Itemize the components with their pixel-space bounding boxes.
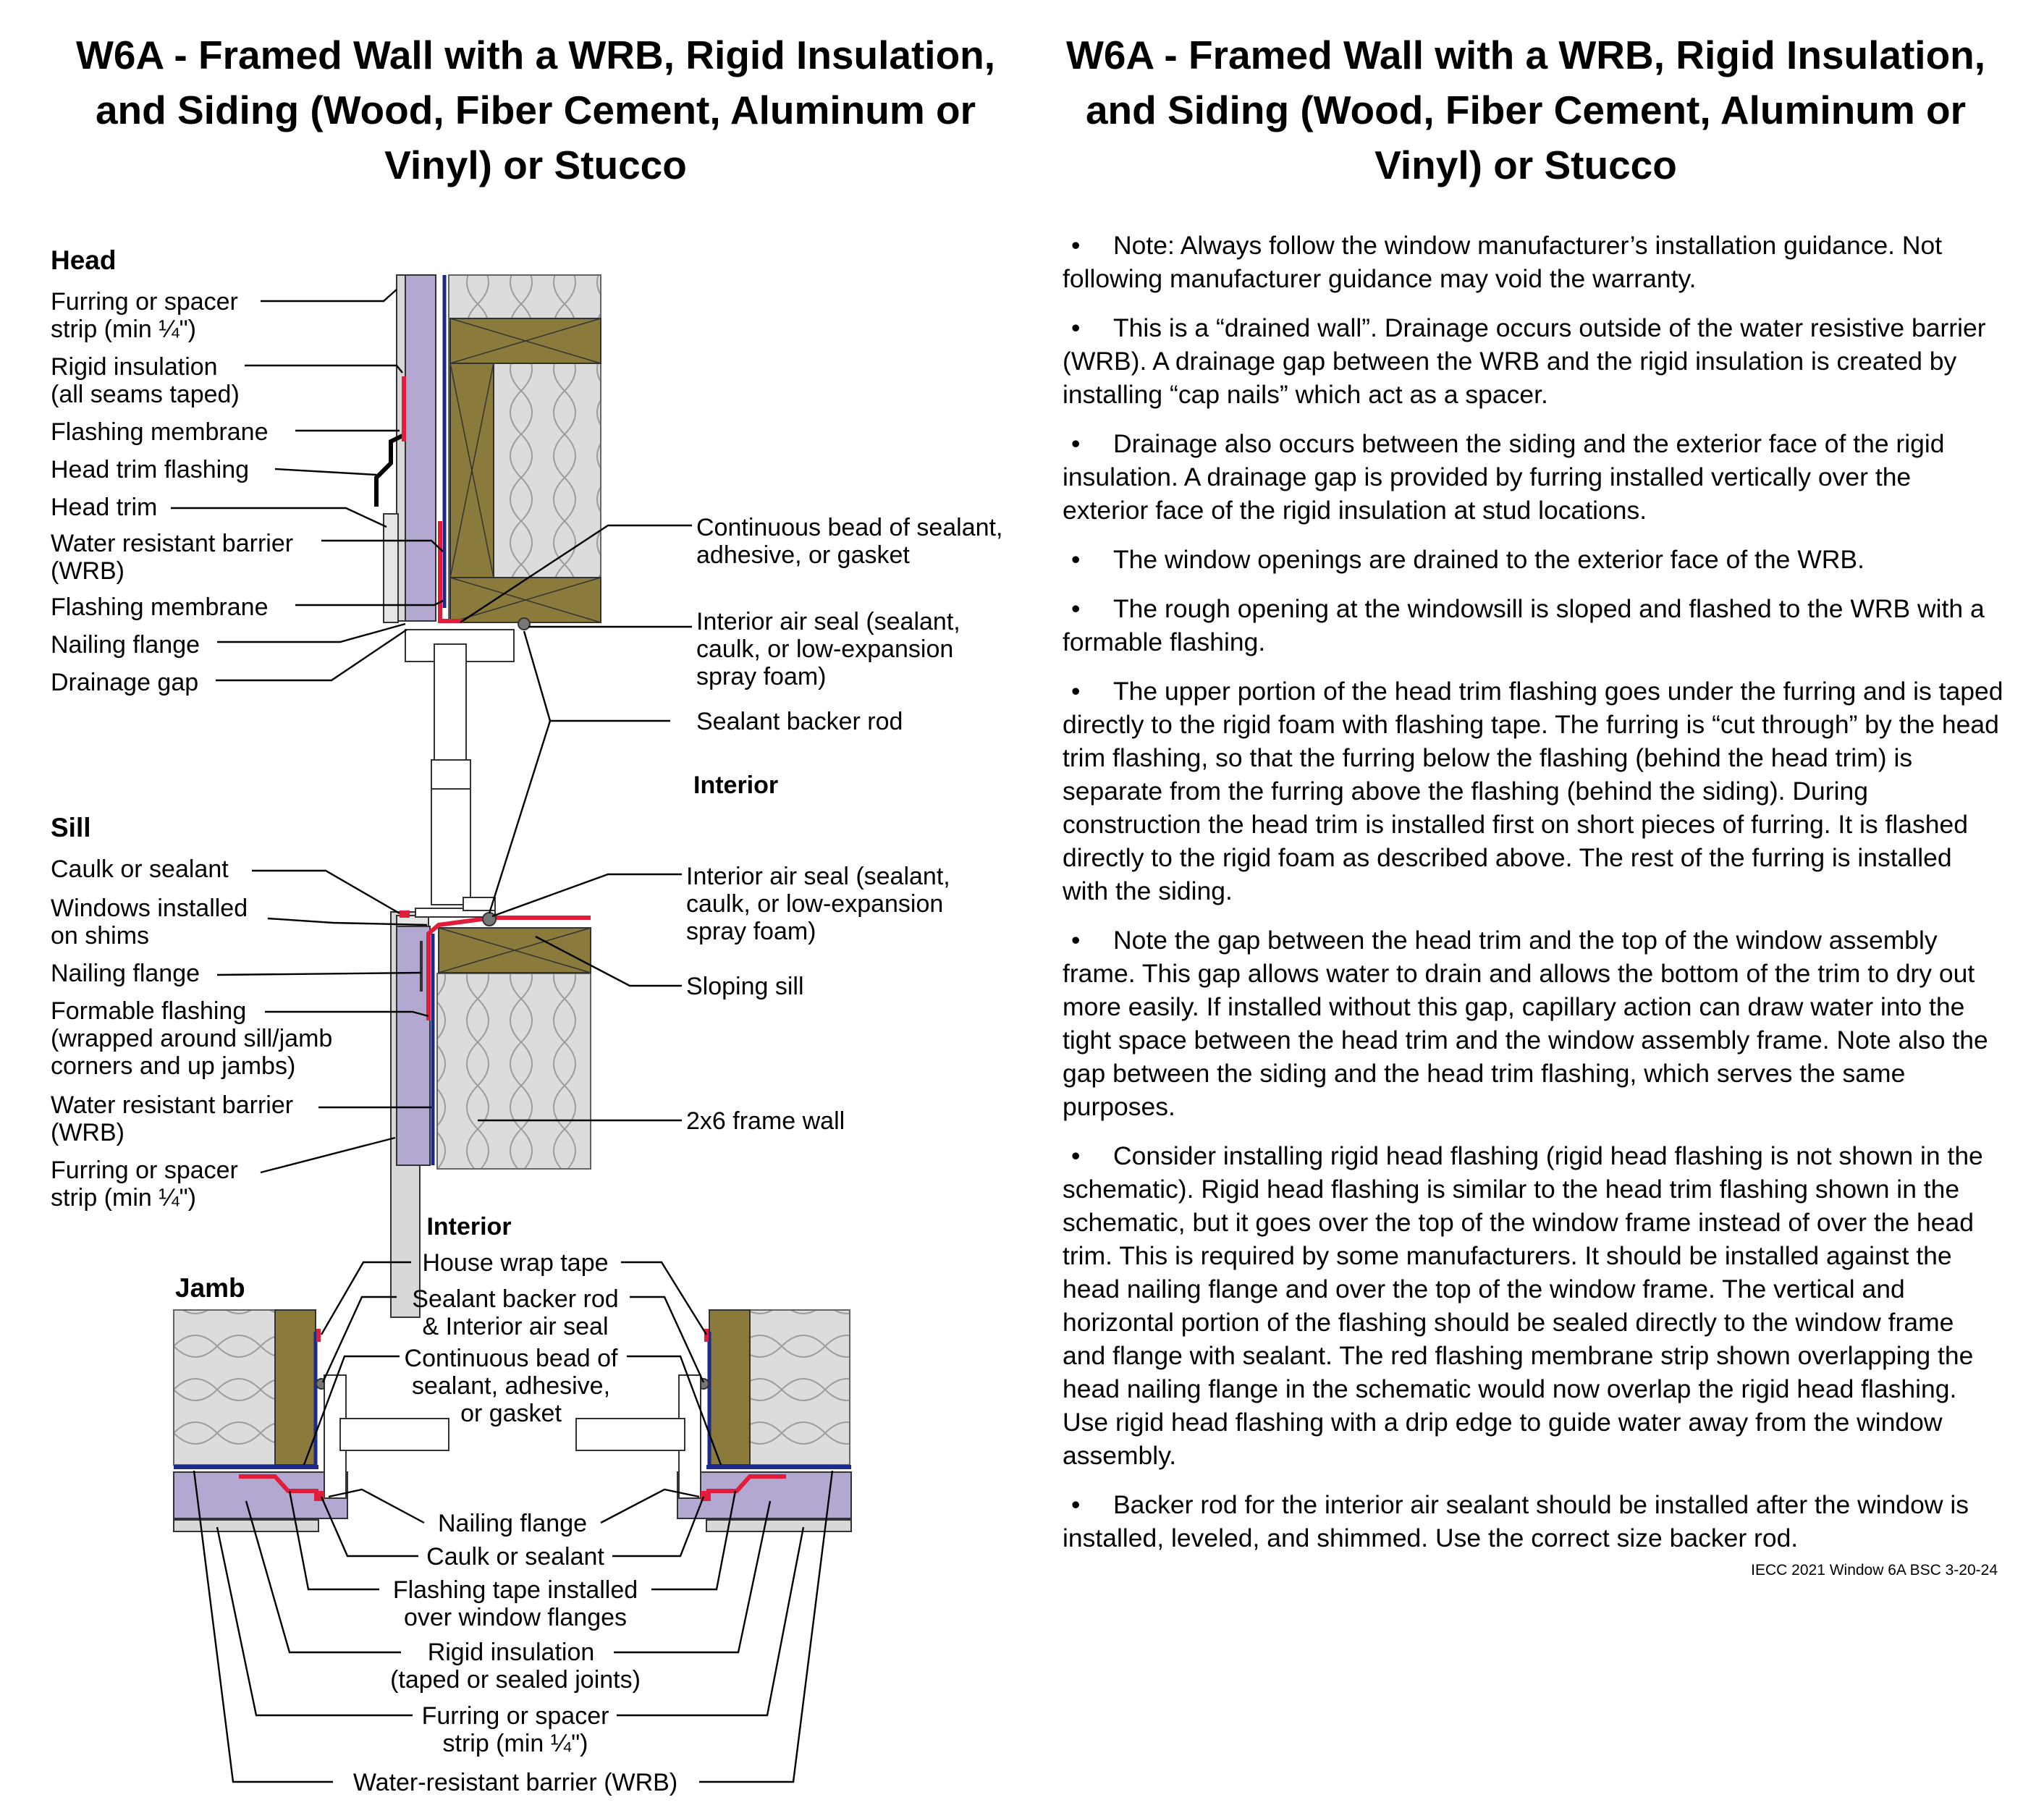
page-title-right: W6A - Framed Wall with a WRB, Rigid Insulation, and Siding (Wood, Fiber Cement, Aluminum or Vinyl) or Stucco <box>1065 33 1986 187</box>
sill-wrb-label: Water resistant barrier <box>51 1091 294 1119</box>
air-seal-label-3: spray foam) <box>696 663 827 690</box>
note-item: • The rough opening at the windowsill is sloped and flashed to the WRB with a formable flashing. <box>1063 594 1985 656</box>
air-seal-label: Interior air seal (sealant, <box>696 608 960 635</box>
sill-nailing-label: Nailing flange <box>51 960 200 987</box>
jamb-bead-label: Continuous bead of <box>404 1345 618 1372</box>
sill-formable-label: Formable flashing <box>51 997 247 1025</box>
head-trim <box>384 514 398 622</box>
note-item: • This is a “drained wall”. Drainage occurs outside of the water resistive barrier (WRB). A drainage gap between the WRB and the rigid insulation is created by installing “cap nails” which act as a spacer. <box>1063 313 1986 409</box>
note-item: • Drainage also occurs between the siding and the exterior face of the rigid insulation. A drainage gap is provided by furring installed vertically over the exterior face of the rigid insulation at stud locations. <box>1063 429 1945 525</box>
head-rigid-label-2: (all seams taped) <box>51 381 240 408</box>
head-rigid-insulation <box>405 275 436 621</box>
sill-section-title: Sill <box>51 813 91 842</box>
frame-wall-label: 2x6 frame wall <box>686 1107 845 1135</box>
footer-code: IECC 2021 Window 6A BSC 3-20-24 <box>1751 1562 1998 1579</box>
jamb-house-wrap-label: House wrap tape <box>422 1249 609 1277</box>
head-drainage-gap-label: Drainage gap <box>51 669 199 696</box>
interior-label-jamb: Interior <box>426 1213 512 1241</box>
jamb-backer-label: Sealant backer rod <box>412 1285 619 1313</box>
sill-air-seal-label: Interior air seal (sealant, <box>686 863 950 890</box>
head-rigid-label: Rigid insulation <box>51 353 218 381</box>
jamb-bead-label-3: or gasket <box>460 1400 562 1427</box>
jamb-furring-label: Furring or spacer <box>421 1702 609 1730</box>
head-nailing-flange-label: Nailing flange <box>51 631 200 659</box>
head-wrb-label-2: (WRB) <box>51 557 124 585</box>
air-seal-label-2: caulk, or low-expansion <box>696 635 954 663</box>
jamb-backer-label-2: & Interior air seal <box>422 1313 609 1340</box>
backer-rod-label: Sealant backer rod <box>696 708 903 735</box>
interior-label-sill: Interior <box>693 772 779 799</box>
sill-shims-label-2: on shims <box>51 922 150 950</box>
head-trim-label: Head trim <box>51 494 158 521</box>
jamb-wrb-label: Water-resistant barrier (WRB) <box>352 1769 678 1796</box>
note-item: • Note the gap between the head trim and the top of the window assembly frame. This gap allows water to drain and allows the bottom of the trim to dry out more easily. If installed without this gap, capillary action can draw water into the tight space between the head trim and the window assembly frame. Note also the gap between the siding and the head trim flashing, which serves the same purposes. <box>1063 926 1988 1121</box>
sill-rigid-insulation <box>397 926 430 1165</box>
head-flash-membrane-label: Flashing membrane <box>51 418 269 446</box>
jamb-detail-left <box>174 1310 449 1531</box>
cont-bead-label-2: adhesive, or gasket <box>696 541 910 569</box>
jamb-rigid-label: Rigid insulation <box>427 1639 595 1666</box>
sill-batt-insulation <box>437 973 591 1169</box>
head-trim-flashing-label: Head trim flashing <box>51 456 250 483</box>
head-flash-membrane-label-2: Flashing membrane <box>51 593 269 621</box>
sill-formable-label-3: corners and up jambs) <box>51 1052 296 1080</box>
jamb-detail-right <box>576 1310 851 1531</box>
head-detail <box>376 275 601 825</box>
head-section-title: Head <box>51 245 117 275</box>
sill-caulk-label: Caulk or sealant <box>51 855 229 883</box>
jamb-flash-tape-label-2: over window flanges <box>403 1604 628 1631</box>
note-item: • Consider installing rigid head flashing (rigid head flashing is not shown in the schematic). Rigid head flashing is similar to the head trim flashing shown in the schematic, but it goes over the top of the window frame instead of over the head trim. This is required by some manufacturers. It should be installed against the head nailing flange and over the top of the window frame. The vertical and horizontal portion of the flashing should be sealed directly to the window frame and flange with sealant. The red flashing membrane strip shown overlapping the head nailing flange in the schematic would now overlap the rigid head flashing. Use rigid head flashing with a drip edge to guide water away from the window assembly. <box>1063 1141 1983 1470</box>
jamb-section-title: Jamb <box>175 1273 245 1303</box>
sill-shims-label: Windows installed <box>51 895 248 922</box>
head-furring-label: Furring or spacer <box>51 288 238 316</box>
note-item: • Note: Always follow the window manufacturer’s installation guidance. Not following manufacturer guidance may void the warranty. <box>1063 231 1943 293</box>
head-wrb-label: Water resistant barrier <box>51 530 294 557</box>
page-title-left: W6A - Framed Wall with a WRB, Rigid Insulation, and Siding (Wood, Fiber Cement, Aluminum or Vinyl) or Stucco <box>75 33 996 187</box>
cont-bead-label: Continuous bead of sealant, <box>696 514 1003 541</box>
notes-list <box>1063 229 2003 1571</box>
sill-furring-label-2: strip (min ¼") <box>51 1184 196 1212</box>
jamb-bead-label-2: sealant, adhesive, <box>411 1372 611 1400</box>
sill-formable-label-2: (wrapped around sill/jamb <box>51 1025 333 1052</box>
jamb-flash-tape-label: Flashing tape installed <box>392 1576 638 1604</box>
note-item: • The window openings are drained to the exterior face of the WRB. <box>1071 545 1864 574</box>
jamb-rigid-label-2: (taped or sealed joints) <box>390 1666 641 1694</box>
jamb-nailing-label: Nailing flange <box>437 1510 588 1537</box>
note-item: • Backer rod for the interior air sealant should be installed after the window is installed, leveled, and shimmed. Use the correct size backer rod. <box>1063 1490 1969 1552</box>
jamb-caulk-label: Caulk or sealant <box>426 1543 604 1571</box>
sill-wrb-label-2: (WRB) <box>51 1119 124 1146</box>
sill-furring-label: Furring or spacer <box>51 1157 238 1184</box>
note-item: • The upper portion of the head trim flashing goes under the furring and is taped directly to the rigid foam with flashing tape. The furring is “cut through” by the head trim flashing, so that the furring below the flashing (behind the head trim) is separate from the furring above the flashing (behind the siding). During construction the head trim is installed first on short pieces of furring. It is flashed directly to the rigid foam as described above. The rest of the furring is installed with the siding. <box>1063 677 2003 905</box>
head-furring-label-2: strip (min ¼") <box>51 316 196 343</box>
jamb-furring-label-2: strip (min ¼") <box>442 1730 588 1757</box>
sill-air-seal-label-3: spray foam) <box>686 918 816 945</box>
sill-air-seal-label-2: caulk, or low-expansion <box>686 890 944 918</box>
sloping-sill-label: Sloping sill <box>686 973 804 1000</box>
